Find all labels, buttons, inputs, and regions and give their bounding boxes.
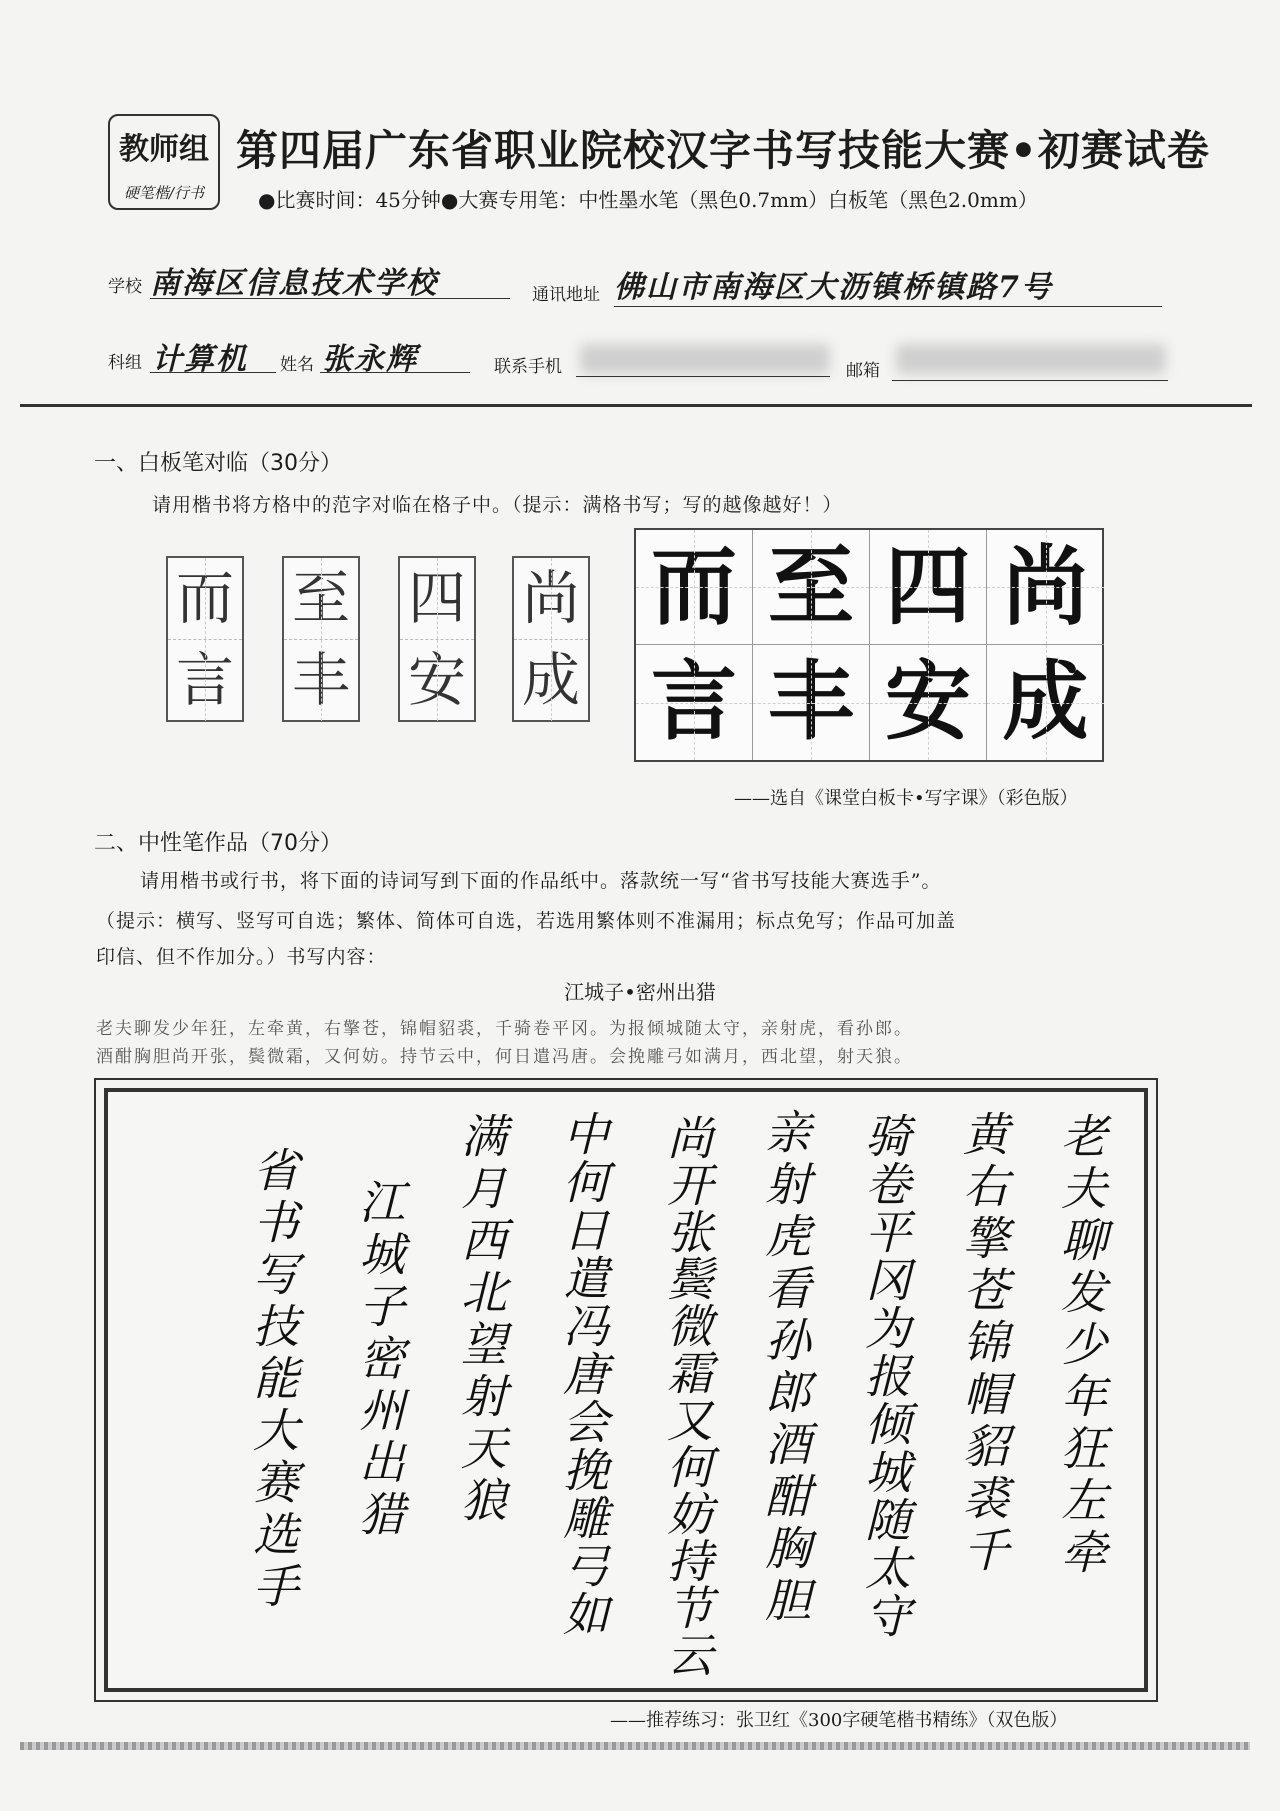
scan-edge <box>20 1742 1250 1750</box>
copy-char: 尚 <box>514 558 588 640</box>
model-char: 至 <box>753 530 870 645</box>
model-char: 四 <box>870 530 987 645</box>
model-char: 成 <box>987 645 1104 760</box>
exam-title: 第四届广东省职业院校汉字书写技能大赛•初赛试卷 <box>236 126 1210 175</box>
email-redacted <box>896 344 1166 374</box>
practice-note: ——推荐练习：张卫红《300字硬笔楷书精练》（双色版） <box>610 1710 1068 1731</box>
address-value[interactable]: 佛山市南海区大沥镇桥镇路7号 <box>614 270 1053 305</box>
model-char: 尚 <box>987 530 1104 645</box>
name-underline <box>320 372 470 373</box>
school-underline <box>150 298 510 299</box>
copy-column-4[interactable] <box>512 556 590 722</box>
copy-char: 成 <box>514 640 588 721</box>
handwritten-column-6: 中何日遣冯唐会挽雕弓如 <box>556 1110 610 1638</box>
section2-instruction-3: 印信、但不作加分。）书写内容： <box>96 946 387 968</box>
group-title: 教师组 <box>119 132 209 167</box>
handwritten-column-3: 骑卷平冈为报倾城随太守 <box>858 1112 912 1640</box>
address-underline <box>614 306 1162 307</box>
section2-instruction-1: 请用楷书或行书，将下面的诗词写到下面的作品纸中。落款统一写“省书写技能大赛选手”。 <box>140 870 942 892</box>
model-char: 丰 <box>753 645 870 760</box>
copy-column-3[interactable] <box>398 556 476 722</box>
header-divider <box>20 404 1252 407</box>
address-label: 通讯地址 <box>532 285 600 305</box>
school-label: 学校 <box>108 277 142 297</box>
email-underline <box>892 380 1168 381</box>
group-subtitle: 硬笔楷/行书 <box>123 184 205 202</box>
source-note: ——选自《课堂白板卡•写字课》（彩色版） <box>734 788 1078 809</box>
phone-redacted <box>580 344 830 374</box>
poem-title: 江城子•密州出猎 <box>564 980 716 1004</box>
poem-line-2: 酒酣胸胆尚开张，鬓微霜，又何妨。持节云中，何日遣冯唐。会挽雕弓如满月，西北望，射天狼。 <box>96 1047 913 1067</box>
section1-instruction: 请用楷书将方格中的范字对临在格子中。（提示：满格书写；写的越像越好！） <box>152 494 843 516</box>
poem-line-1: 老夫聊发少年狂，左牵黄，右擎苍，锦帽貂裘，千骑卷平冈。为报倾城随太守，亲射虎，看孙郎。 <box>96 1019 913 1039</box>
copy-char: 丰 <box>284 640 358 721</box>
copy-column-1[interactable] <box>166 556 244 722</box>
copy-char: 至 <box>284 558 358 640</box>
subject-label: 科组 <box>108 353 142 373</box>
copy-char: 四 <box>400 558 474 640</box>
copy-char: 安 <box>400 640 474 721</box>
section2-heading: 二、中性笔作品（70分） <box>94 831 342 856</box>
section2-instruction-2: （提示：横写、竖写可自选；繁体、简体可自选，若选用繁体则不准漏用；标点免写；作品可加盖 <box>96 910 957 932</box>
group-badge <box>108 114 220 210</box>
school-value[interactable]: 南海区信息技术学校 <box>150 266 438 301</box>
name-value[interactable]: 张永辉 <box>322 342 418 377</box>
model-char: 安 <box>870 645 987 760</box>
copy-char: 言 <box>168 640 242 721</box>
exam-subtitle: ●比赛时间：45分钟●大赛专用笔：中性墨水笔（黑色0.7mm）白板笔（黑色2.0mm） <box>258 188 1038 212</box>
handwritten-column-2: 黄右擎苍锦帽貂裘千 <box>956 1110 1010 1578</box>
model-character-grid <box>634 528 1104 762</box>
model-char: 而 <box>636 530 753 645</box>
handwritten-signature-column: 省书写技能大赛选手 <box>246 1146 300 1614</box>
copy-char: 而 <box>168 558 242 640</box>
handwritten-column-1: 老夫聊发少年狂左牵 <box>1054 1112 1108 1580</box>
handwritten-column-7: 满月西北望射天狼 <box>454 1112 508 1528</box>
model-char: 言 <box>636 645 753 760</box>
handwritten-column-4: 亲射虎看孙郎酒酣胸胆 <box>758 1108 812 1628</box>
handwritten-column-5: 尚开张鬓微霜又何妨持节云 <box>660 1114 714 1678</box>
phone-label: 联系手机 <box>494 357 562 377</box>
handwritten-title-column: 江城子密州出猎 <box>352 1178 406 1542</box>
subject-value[interactable]: 计算机 <box>152 342 248 377</box>
name-label: 姓名 <box>280 355 314 375</box>
phone-underline <box>576 376 830 377</box>
subject-underline <box>150 372 276 373</box>
copy-column-2[interactable] <box>282 556 360 722</box>
section1-heading: 一、白板笔对临（30分） <box>94 451 342 476</box>
email-label: 邮箱 <box>846 361 880 381</box>
